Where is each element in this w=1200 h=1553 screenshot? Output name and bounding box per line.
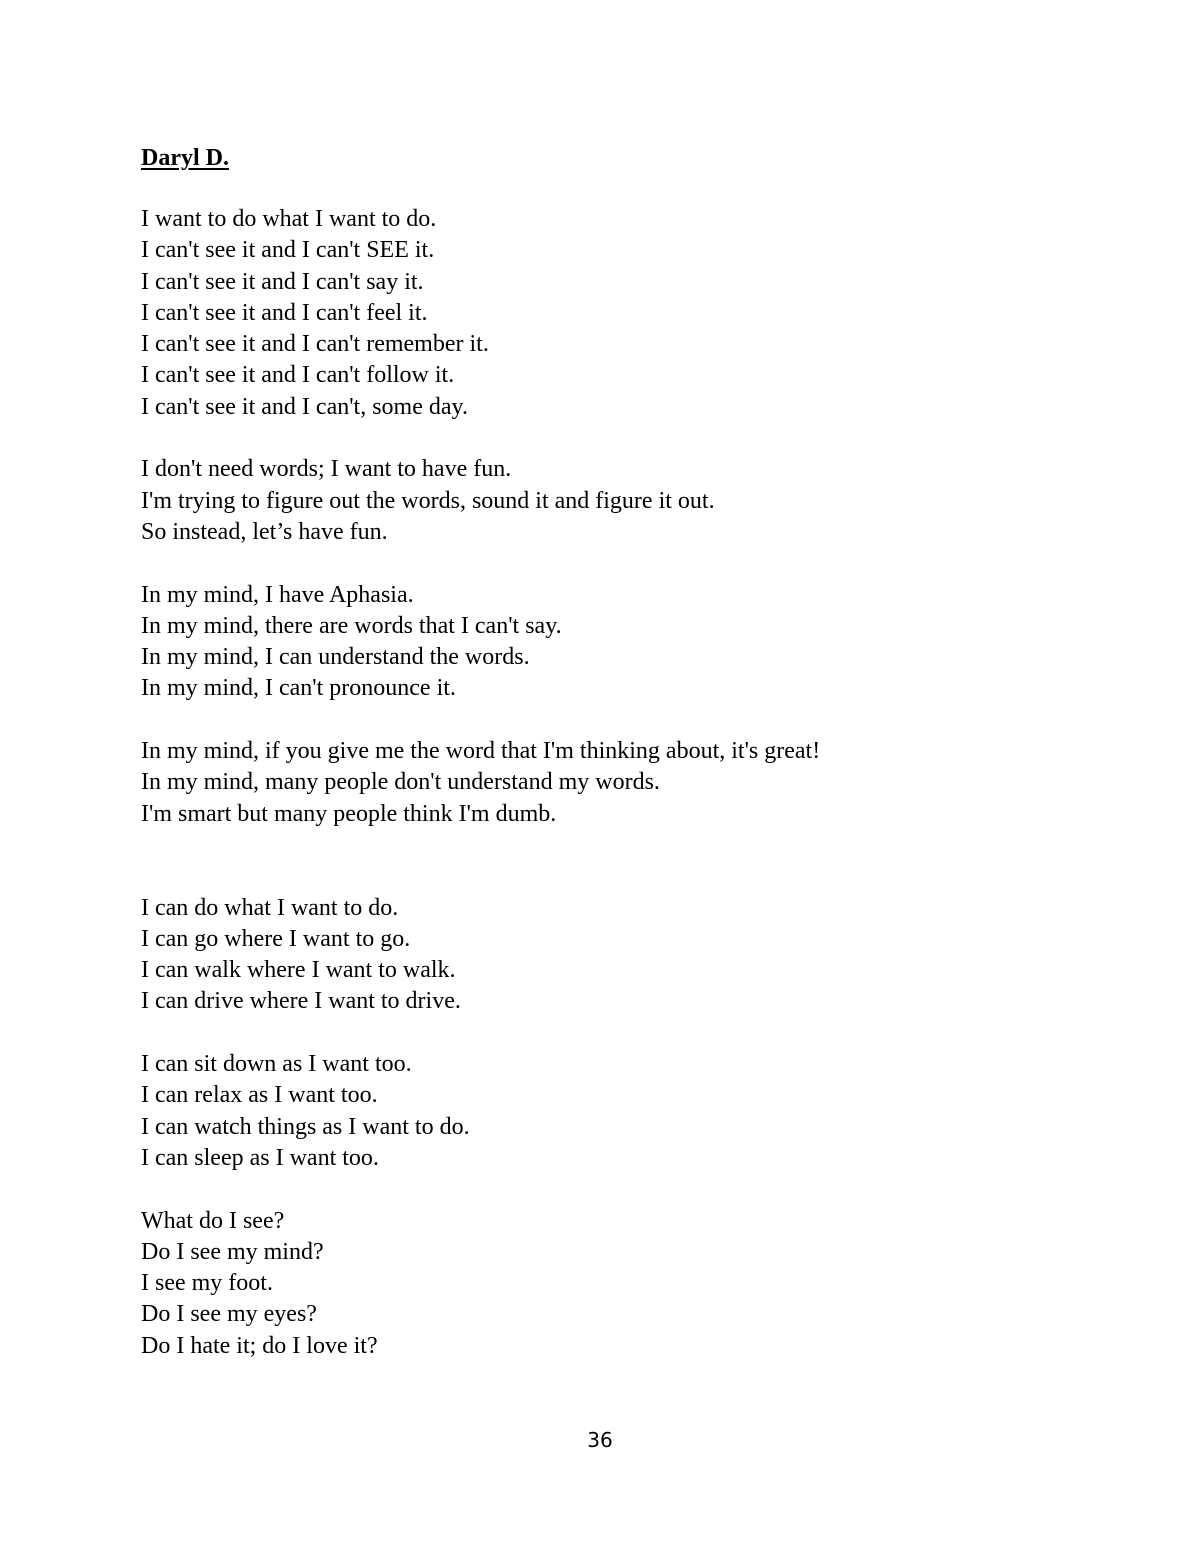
poem-line: Do I see my mind?: [141, 1238, 324, 1265]
poem-line: Do I hate it; do I love it?: [141, 1332, 378, 1359]
poem-line: I can't see it and I can't remember it.: [141, 331, 489, 358]
poem-line: In my mind, many people don't understand my words.: [141, 769, 660, 796]
stanza: [141, 1049, 1101, 1174]
poem-line: I can do what I want to do.: [141, 894, 399, 921]
poem-line: In my mind, if you give me the word that I'm thinking about, it's great!: [141, 738, 821, 765]
poem-line: I can relax as I want too.: [141, 1082, 378, 1109]
stanza: [141, 1206, 1101, 1362]
poem-line: I can't see it and I can't say it.: [141, 268, 424, 295]
poem-line: So instead, let’s have fun.: [141, 518, 388, 545]
poem-line: I can go where I want to go.: [141, 925, 411, 952]
poem-line: In my mind, I can't pronounce it.: [141, 675, 456, 702]
poem-line: I can sleep as I want too.: [141, 1144, 379, 1171]
poem-line: I want to do what I want to do.: [141, 206, 437, 232]
author-heading: Daryl D.: [141, 145, 229, 171]
poem-line: Do I see my eyes?: [141, 1301, 317, 1328]
poem-line: In my mind, I have Aphasia.: [141, 581, 414, 608]
poem-line: I can sit down as I want too.: [141, 1051, 412, 1078]
stanza: [141, 893, 1101, 1018]
poem-line: I can drive where I want to drive.: [141, 988, 461, 1015]
poem-line: In my mind, I can understand the words.: [141, 644, 530, 671]
poem-line: I can walk where I want to walk.: [141, 957, 456, 984]
poem-line: I'm trying to figure out the words, sound it and figure it out.: [141, 487, 715, 514]
poem-line: I can't see it and I can't, some day.: [141, 393, 468, 420]
poem-line: I see my foot.: [141, 1270, 273, 1297]
stanza: [141, 580, 1101, 705]
poem-line: In my mind, there are words that I can't say.: [141, 612, 562, 639]
stanza: [141, 736, 1101, 830]
poem-line: I don't need words; I want to have fun.: [141, 456, 512, 483]
stanza: [141, 204, 1101, 423]
poem-line: I can't see it and I can't feel it.: [141, 299, 428, 326]
stanza: [141, 454, 1101, 548]
poem-line: I'm smart but many people think I'm dumb.: [141, 800, 557, 827]
poem-line: I can't see it and I can't SEE it.: [141, 237, 435, 264]
poem-line: I can watch things as I want to do.: [141, 1113, 470, 1140]
poem-body: [141, 204, 1101, 1393]
page-number: 36: [587, 1428, 613, 1452]
poem-line: I can't see it and I can't follow it.: [141, 362, 455, 389]
poem-line: What do I see?: [141, 1207, 285, 1234]
